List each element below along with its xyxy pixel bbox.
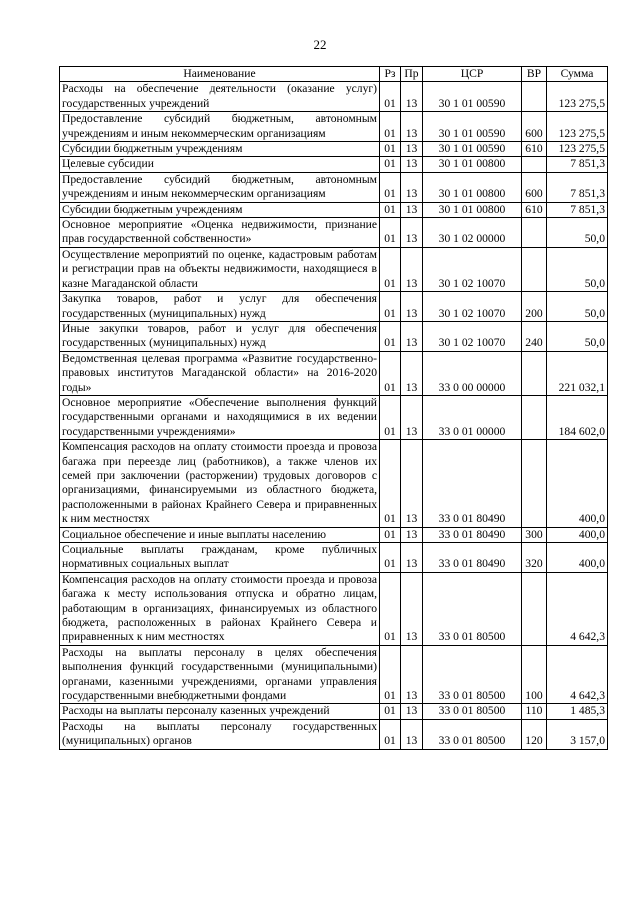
row-pr: 13 (401, 218, 423, 248)
row-vr (522, 218, 547, 248)
row-vr: 110 (522, 704, 547, 719)
row-sum: 7 851,3 (547, 202, 608, 217)
row-vr (522, 157, 547, 172)
row-sum: 123 275,5 (547, 142, 608, 157)
row-vr (522, 440, 547, 527)
row-name: Целевые субсидии (60, 157, 380, 172)
row-rz: 01 (380, 351, 401, 395)
row-pr: 13 (401, 157, 423, 172)
row-csr: 33 0 01 80500 (423, 719, 522, 749)
row-pr: 13 (401, 719, 423, 749)
row-name: Расходы на выплаты персоналу в целях обеспечения выполнения функций государственными (муниципальными) органами, казенными учреждениями, органами управления государственными внебюджетными фондами (60, 645, 380, 704)
row-vr: 200 (522, 292, 547, 322)
row-rz: 01 (380, 719, 401, 749)
row-rz: 01 (380, 572, 401, 645)
row-pr: 13 (401, 142, 423, 157)
row-vr: 100 (522, 645, 547, 704)
row-pr: 13 (401, 351, 423, 395)
row-pr: 13 (401, 112, 423, 142)
row-name: Субсидии бюджетным учреждениям (60, 202, 380, 217)
row-name: Субсидии бюджетным учреждениям (60, 142, 380, 157)
header-csr: ЦСР (423, 67, 522, 82)
row-csr: 30 1 02 00000 (423, 218, 522, 248)
row-name: Предоставление субсидий бюджетным, автономным учреждениям и иным некоммерческим организациям (60, 172, 380, 202)
row-sum: 400,0 (547, 440, 608, 527)
row-csr: 30 1 01 00800 (423, 172, 522, 202)
table-row (60, 82, 608, 112)
row-rz: 01 (380, 112, 401, 142)
row-sum: 1 485,3 (547, 704, 608, 719)
row-name: Ведомственная целевая программа «Развитие государственно-правовых институтов Магаданской области» на 2016-2020 годы» (60, 351, 380, 395)
row-rz: 01 (380, 645, 401, 704)
table-row (60, 351, 608, 395)
row-csr: 30 1 01 00800 (423, 202, 522, 217)
row-vr (522, 395, 547, 439)
row-name: Компенсация расходов на оплату стоимости проезда и провоза багажа при переезде лиц (работников), а также членов их семей при заключении (расторжении) трудовых договоров с организациями, финансируемыми из областного бюджета, расположенными в районах Крайнего Севера и приравненных к ним местностях (60, 440, 380, 527)
row-pr: 13 (401, 247, 423, 291)
row-name: Закупка товаров, работ и услуг для обеспечения государственных (муниципальных) нужд (60, 292, 380, 322)
table-row (60, 645, 608, 704)
row-vr (522, 351, 547, 395)
row-csr: 30 1 02 10070 (423, 247, 522, 291)
table-row (60, 704, 608, 719)
row-pr: 13 (401, 440, 423, 527)
row-csr: 33 0 01 80500 (423, 704, 522, 719)
table-row (60, 142, 608, 157)
row-sum: 123 275,5 (547, 112, 608, 142)
row-csr: 33 0 01 80490 (423, 527, 522, 542)
row-name: Социальные выплаты гражданам, кроме публичных нормативных социальных выплат (60, 543, 380, 573)
header-vr: ВР (522, 67, 547, 82)
table-row (60, 247, 608, 291)
table-row (60, 527, 608, 542)
row-csr: 30 1 01 00590 (423, 82, 522, 112)
table-row (60, 395, 608, 439)
row-csr: 33 0 00 00000 (423, 351, 522, 395)
row-rz: 01 (380, 395, 401, 439)
row-rz: 01 (380, 247, 401, 291)
row-sum: 50,0 (547, 247, 608, 291)
row-csr: 30 1 01 00590 (423, 112, 522, 142)
row-vr: 320 (522, 543, 547, 573)
row-name: Расходы на выплаты персоналу казенных учреждений (60, 704, 380, 719)
row-pr: 13 (401, 202, 423, 217)
row-name: Предоставление субсидий бюджетным, автономным учреждениям и иным некоммерческим организациям (60, 112, 380, 142)
row-vr: 600 (522, 112, 547, 142)
row-csr: 33 0 01 00000 (423, 395, 522, 439)
row-csr: 33 0 01 80490 (423, 440, 522, 527)
row-pr: 13 (401, 543, 423, 573)
row-csr: 30 1 02 10070 (423, 292, 522, 322)
row-pr: 13 (401, 395, 423, 439)
row-rz: 01 (380, 172, 401, 202)
table-row (60, 202, 608, 217)
row-rz: 01 (380, 157, 401, 172)
row-sum: 3 157,0 (547, 719, 608, 749)
row-name: Иные закупки товаров, работ и услуг для обеспечения государственных (муниципальных) нужд (60, 321, 380, 351)
row-sum: 50,0 (547, 218, 608, 248)
table-row (60, 292, 608, 322)
row-name: Расходы на выплаты персоналу государственных (муниципальных) органов (60, 719, 380, 749)
row-vr: 300 (522, 527, 547, 542)
row-name: Осуществление мероприятий по оценке, кадастровым работам и регистрации прав на объекты недвижимости, находящиеся в казне Магаданской области (60, 247, 380, 291)
header-sum: Сумма (547, 67, 608, 82)
row-pr: 13 (401, 704, 423, 719)
row-vr: 610 (522, 202, 547, 217)
row-vr: 610 (522, 142, 547, 157)
row-name: Компенсация расходов на оплату стоимости проезда и провоза багажа к месту использования отпуска и обратно лицам, работающим в организациях, финансируемых из областного бюджета, расположенных в районах Крайнего Севера и приравненных к ним местностях (60, 572, 380, 645)
row-sum: 50,0 (547, 321, 608, 351)
row-pr: 13 (401, 82, 423, 112)
row-rz: 01 (380, 292, 401, 322)
row-name: Расходы на обеспечение деятельности (оказание услуг) государственных учреждений (60, 82, 380, 112)
header-rz: Рз (380, 67, 401, 82)
table-body (60, 82, 608, 749)
row-pr: 13 (401, 527, 423, 542)
row-csr: 33 0 01 80500 (423, 572, 522, 645)
table-row (60, 112, 608, 142)
table-row (60, 440, 608, 527)
row-sum: 400,0 (547, 527, 608, 542)
row-rz: 01 (380, 142, 401, 157)
row-rz: 01 (380, 704, 401, 719)
page-number: 22 (313, 37, 327, 52)
table-row (60, 218, 608, 248)
row-sum: 7 851,3 (547, 172, 608, 202)
row-vr: 600 (522, 172, 547, 202)
row-pr: 13 (401, 645, 423, 704)
row-csr: 33 0 01 80490 (423, 543, 522, 573)
row-csr: 30 1 02 10070 (423, 321, 522, 351)
row-rz: 01 (380, 202, 401, 217)
row-rz: 01 (380, 321, 401, 351)
row-sum: 221 032,1 (547, 351, 608, 395)
row-pr: 13 (401, 172, 423, 202)
row-sum: 50,0 (547, 292, 608, 322)
row-csr: 30 1 01 00590 (423, 142, 522, 157)
row-rz: 01 (380, 82, 401, 112)
row-sum: 400,0 (547, 543, 608, 573)
table-row (60, 157, 608, 172)
row-sum: 4 642,3 (547, 645, 608, 704)
row-pr: 13 (401, 321, 423, 351)
table-header-row (60, 67, 608, 82)
row-name: Основное мероприятие «Оценка недвижимости, признание прав государственной собственности» (60, 218, 380, 248)
row-pr: 13 (401, 292, 423, 322)
row-name: Социальное обеспечение и иные выплаты населению (60, 527, 380, 542)
row-vr: 120 (522, 719, 547, 749)
row-vr: 240 (522, 321, 547, 351)
table-row (60, 572, 608, 645)
row-sum: 184 602,0 (547, 395, 608, 439)
row-pr: 13 (401, 572, 423, 645)
header-pr: Пр (401, 67, 423, 82)
row-rz: 01 (380, 440, 401, 527)
row-name: Основное мероприятие «Обеспечение выполнения функций государственными органами и находящимися в их ведении государственными учреждениями» (60, 395, 380, 439)
row-sum: 7 851,3 (547, 157, 608, 172)
table-row (60, 321, 608, 351)
row-rz: 01 (380, 527, 401, 542)
row-vr (522, 572, 547, 645)
header-name: Наименование (60, 67, 380, 82)
budget-table (59, 66, 608, 750)
row-vr (522, 82, 547, 112)
row-sum: 4 642,3 (547, 572, 608, 645)
row-rz: 01 (380, 218, 401, 248)
row-rz: 01 (380, 543, 401, 573)
row-sum: 123 275,5 (547, 82, 608, 112)
table-row (60, 172, 608, 202)
table-row (60, 719, 608, 749)
row-csr: 33 0 01 80500 (423, 645, 522, 704)
row-csr: 30 1 01 00800 (423, 157, 522, 172)
table-row (60, 543, 608, 573)
row-vr (522, 247, 547, 291)
